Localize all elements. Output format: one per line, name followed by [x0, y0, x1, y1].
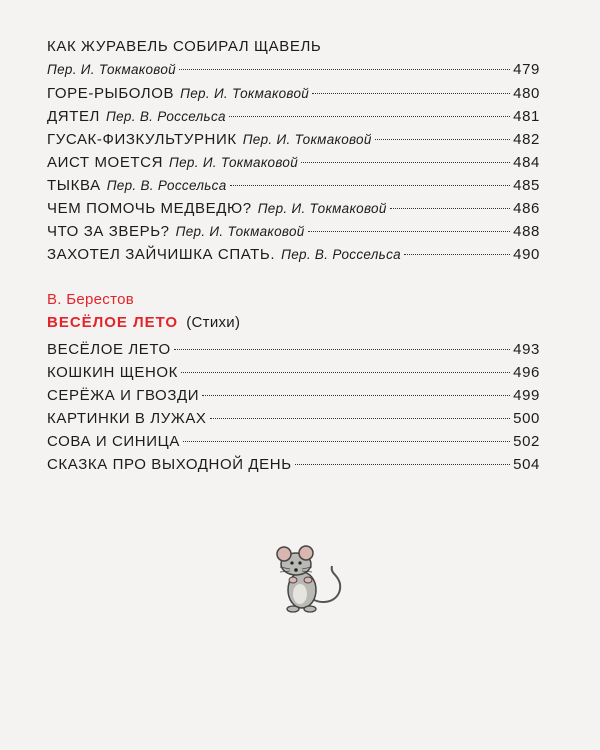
author-name: В. Берестов — [47, 291, 135, 308]
entry-title: ГУСАК-ФИЗКУЛЬТУРНИК — [47, 131, 237, 148]
entry-page: 482 — [513, 131, 540, 148]
toc-entry — [47, 338, 540, 361]
entry-title: АИСТ МОЕТСЯ — [47, 154, 164, 171]
toc-entry-title-only — [47, 36, 540, 58]
dot-leader — [230, 185, 511, 186]
section-note: (Стихи) — [186, 314, 241, 331]
dot-leader — [375, 139, 511, 140]
toc-entry — [47, 151, 540, 174]
dot-leader — [229, 116, 510, 117]
toc-entry — [47, 197, 540, 220]
dot-leader — [312, 93, 510, 94]
dot-leader — [181, 372, 510, 373]
toc-entry — [47, 384, 540, 407]
entry-translator: Пер. И. Токмаковой — [175, 224, 305, 239]
toc-entry — [47, 82, 540, 105]
entry-page: 488 — [513, 223, 540, 240]
entry-title: ГОРЕ-РЫБОЛОВ — [47, 85, 175, 102]
entry-translator: Пер. В. Россельса — [281, 247, 401, 262]
entry-translator: Пер. В. Россельса — [106, 178, 227, 193]
dot-leader — [210, 418, 511, 419]
section2-list — [47, 338, 540, 476]
entry-title: ВЕСЁЛОЕ ЛЕТО — [47, 341, 171, 358]
entry-page: 504 — [513, 456, 540, 473]
toc-entry-continuation — [47, 58, 540, 81]
entry-page: 481 — [513, 108, 540, 125]
toc-entry — [47, 453, 540, 476]
entry-title: СКАЗКА ПРО ВЫХОДНОЙ ДЕНЬ — [47, 456, 292, 473]
mouse-icon — [262, 544, 352, 616]
entry-title: ЧЕМ ПОМОЧЬ МЕДВЕДЮ? — [47, 200, 252, 217]
entry-page: 480 — [513, 85, 540, 102]
dot-leader — [390, 208, 511, 209]
spacer — [47, 266, 540, 289]
entry-title: КАК ЖУРАВЕЛЬ СОБИРАЛ ЩАВЕЛЬ — [47, 38, 322, 55]
entry-title: СЕРЁЖА И ГВОЗДИ — [47, 387, 200, 404]
dot-leader — [301, 162, 510, 163]
entry-page: 479 — [513, 61, 540, 78]
toc-entry — [47, 243, 540, 266]
dot-leader — [202, 395, 510, 396]
table-of-contents — [47, 36, 540, 476]
entry-title: КОШКИН ЩЕНОК — [47, 364, 179, 381]
entry-translator: Пер. И. Токмаковой — [180, 86, 310, 101]
entry-page: 502 — [513, 433, 540, 450]
dot-leader — [308, 231, 511, 232]
toc-entry — [47, 105, 540, 128]
entry-translator: Пер. И. Токмаковой — [169, 155, 298, 170]
section-heading — [47, 311, 540, 335]
entry-page: 486 — [513, 200, 540, 217]
entry-title: СОВА И СИНИЦА — [47, 433, 180, 450]
entry-page: 490 — [513, 246, 540, 263]
entry-page: 485 — [513, 177, 540, 194]
dot-leader — [174, 349, 510, 350]
entry-translator: Пер. И. Токмаковой — [242, 132, 372, 147]
toc-entry — [47, 220, 540, 243]
entry-title: КАРТИНКИ В ЛУЖАХ — [47, 410, 207, 427]
section-title: ВЕСЁЛОЕ ЛЕТО — [47, 314, 179, 331]
dot-leader — [404, 254, 510, 255]
toc-entry — [47, 430, 540, 453]
entry-page: 500 — [513, 410, 540, 427]
entry-page: 499 — [513, 387, 540, 404]
toc-entry — [47, 407, 540, 430]
entry-title: ТЫКВА — [47, 177, 101, 194]
entry-page: 496 — [513, 364, 540, 381]
toc-entry — [47, 361, 540, 384]
entry-page: 484 — [513, 154, 540, 171]
toc-entry — [47, 174, 540, 197]
entry-title: ЗАХОТЕЛ ЗАЙЧИШКА СПАТЬ. — [47, 246, 276, 263]
dot-leader — [183, 441, 510, 442]
toc-entry — [47, 128, 540, 151]
entry-page: 493 — [513, 341, 540, 358]
entry-translator: Пер. В. Россельса — [106, 109, 226, 124]
entry-title: ДЯТЕЛ — [47, 108, 101, 125]
section1-list — [47, 82, 540, 266]
entry-translator: Пер. И. Токмаковой — [257, 201, 387, 216]
entry-translator: Пер. И. Токмаковой — [47, 62, 176, 77]
entry-title: ЧТО ЗА ЗВЕРЬ? — [47, 223, 170, 240]
dot-leader — [295, 464, 511, 465]
dot-leader — [179, 69, 510, 70]
